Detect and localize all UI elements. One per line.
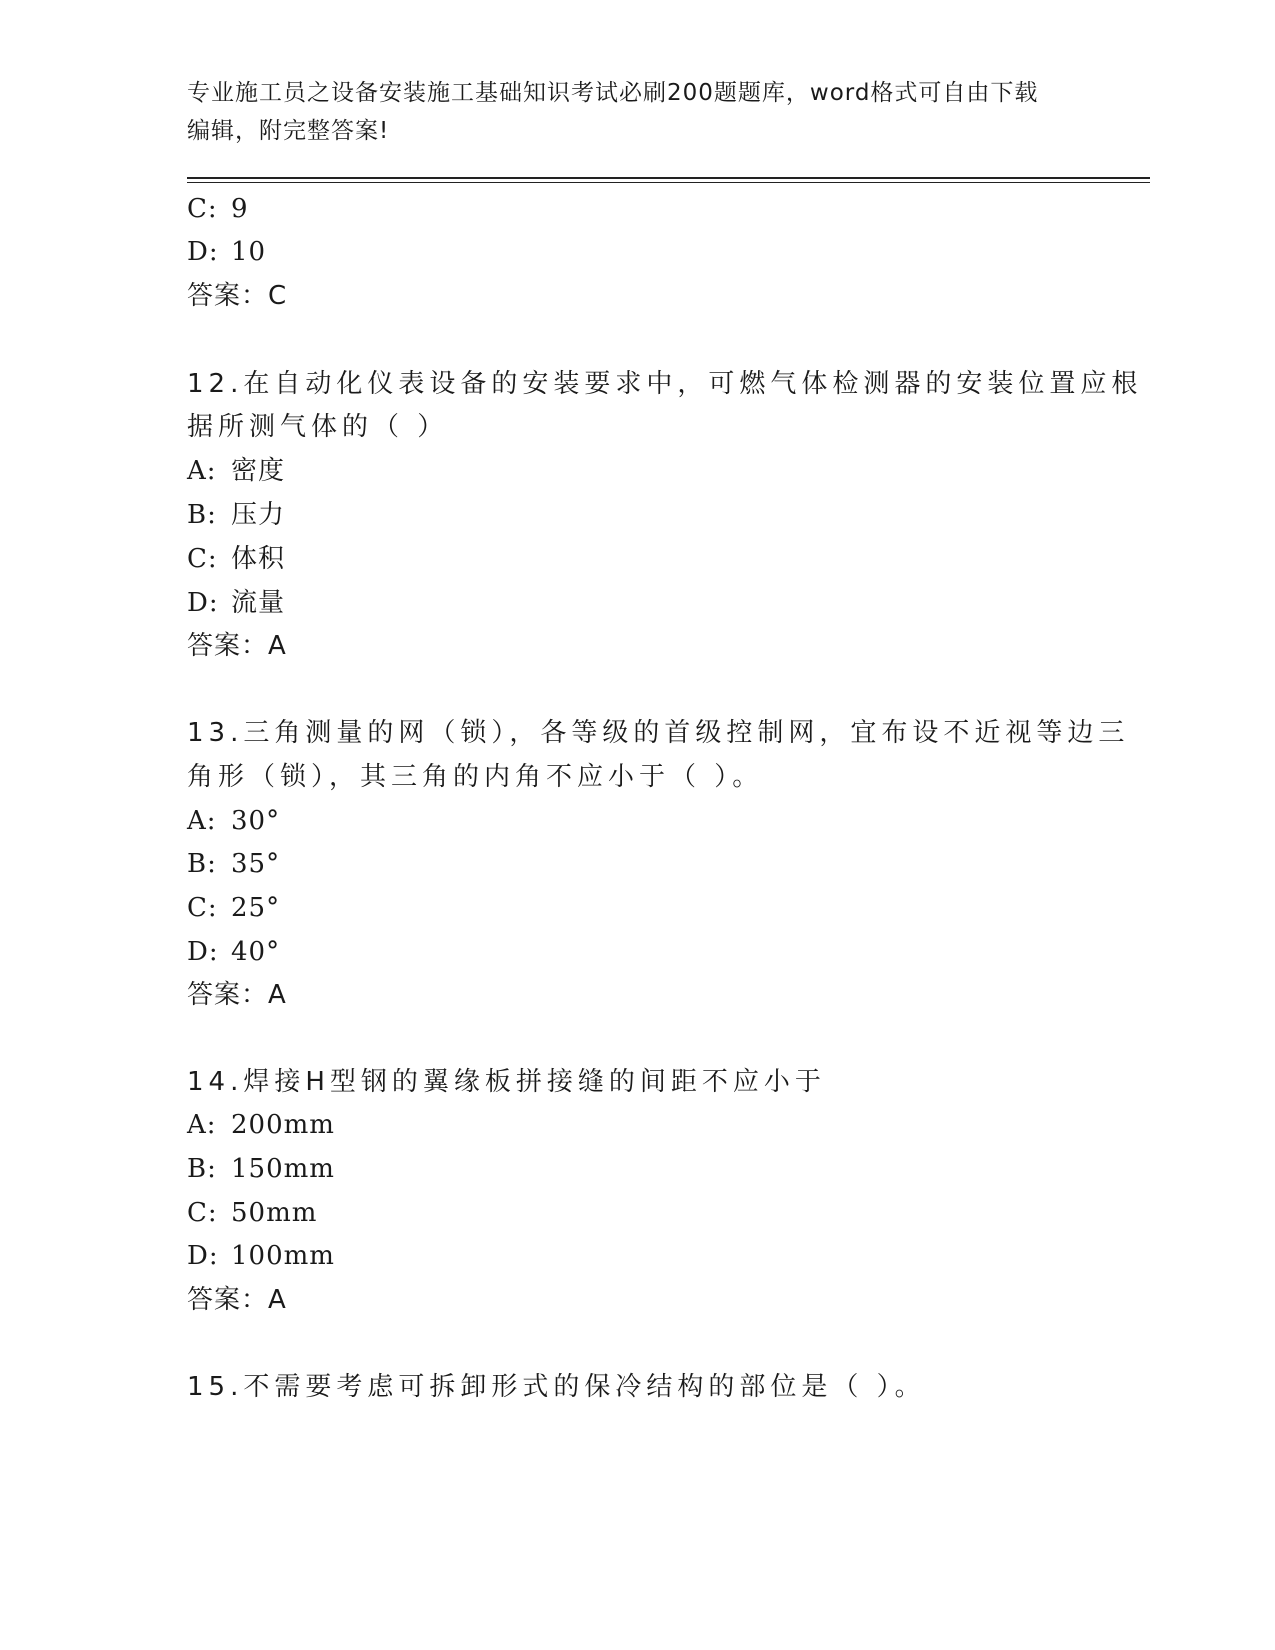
question-12-line-1: 12.在自动化仪表设备的安装要求中，可燃气体检测器的安装位置应根	[187, 369, 1143, 399]
option-c	[187, 892, 280, 924]
option-d	[187, 236, 266, 268]
answer-line: 答案：A	[187, 1285, 287, 1315]
option-a	[187, 455, 285, 487]
header-line-1: 专业施工员之设备安装施工基础知识考试必刷200题题库，word格式可自由下载	[187, 80, 1039, 106]
option-text: 50mm	[231, 1198, 318, 1228]
question-15-line-1: 15.不需要考虑可拆卸形式的保冷结构的部位是（ ）。	[187, 1372, 926, 1402]
option-b	[187, 848, 280, 880]
option-text: 10	[231, 237, 267, 267]
option-d	[187, 1240, 335, 1272]
question-13-line-1: 13.三角测量的网（锁），各等级的首级控制网，宜布设不近视等边三	[187, 718, 1130, 748]
option-text: 25°	[231, 893, 281, 923]
option-c	[187, 543, 285, 575]
option-label: A:	[187, 456, 217, 486]
option-text: 密度	[231, 456, 286, 486]
option-text: 30°	[231, 806, 281, 836]
question-13-line-2: 角形（锁），其三角的内角不应小于（ ）。	[187, 762, 764, 792]
option-d	[187, 936, 280, 968]
option-label: D:	[187, 937, 219, 967]
header-divider-thick	[187, 177, 1150, 179]
option-a	[187, 805, 280, 837]
option-text: 流量	[231, 588, 286, 618]
option-label: A:	[187, 806, 217, 836]
option-text: 100mm	[231, 1241, 335, 1271]
option-text: 40°	[231, 937, 281, 967]
answer-line: 答案：C	[187, 281, 288, 311]
option-label: B:	[187, 1154, 217, 1184]
header-divider-thin	[187, 182, 1150, 183]
option-text: 体积	[231, 544, 286, 574]
option-label: B:	[187, 500, 217, 530]
option-label: C:	[187, 1198, 218, 1228]
option-label: C:	[187, 893, 218, 923]
option-label: D:	[187, 237, 219, 267]
option-label: D:	[187, 1241, 219, 1271]
option-text: 35°	[231, 849, 281, 879]
option-c	[187, 1197, 317, 1229]
document-header	[187, 74, 1087, 150]
option-text: 150mm	[231, 1154, 335, 1184]
option-a	[187, 1109, 335, 1141]
option-label: C:	[187, 194, 218, 224]
option-b	[187, 499, 285, 531]
question-12-line-2: 据所测气体的（ ）	[187, 412, 449, 442]
option-c	[187, 193, 249, 225]
option-label: B:	[187, 849, 217, 879]
option-text: 9	[231, 194, 249, 224]
option-d	[187, 587, 285, 619]
header-line-2: 编辑，附完整答案!	[187, 118, 390, 144]
option-text: 200mm	[231, 1110, 335, 1140]
option-b	[187, 1153, 335, 1185]
question-14-line-1: 14.焊接H型钢的翼缘板拼接缝的间距不应小于	[187, 1067, 826, 1097]
option-label: C:	[187, 544, 218, 574]
answer-line: 答案：A	[187, 631, 287, 661]
option-text: 压力	[231, 500, 286, 530]
option-label: D:	[187, 588, 219, 618]
option-label: A:	[187, 1110, 217, 1140]
answer-line: 答案：A	[187, 980, 287, 1010]
